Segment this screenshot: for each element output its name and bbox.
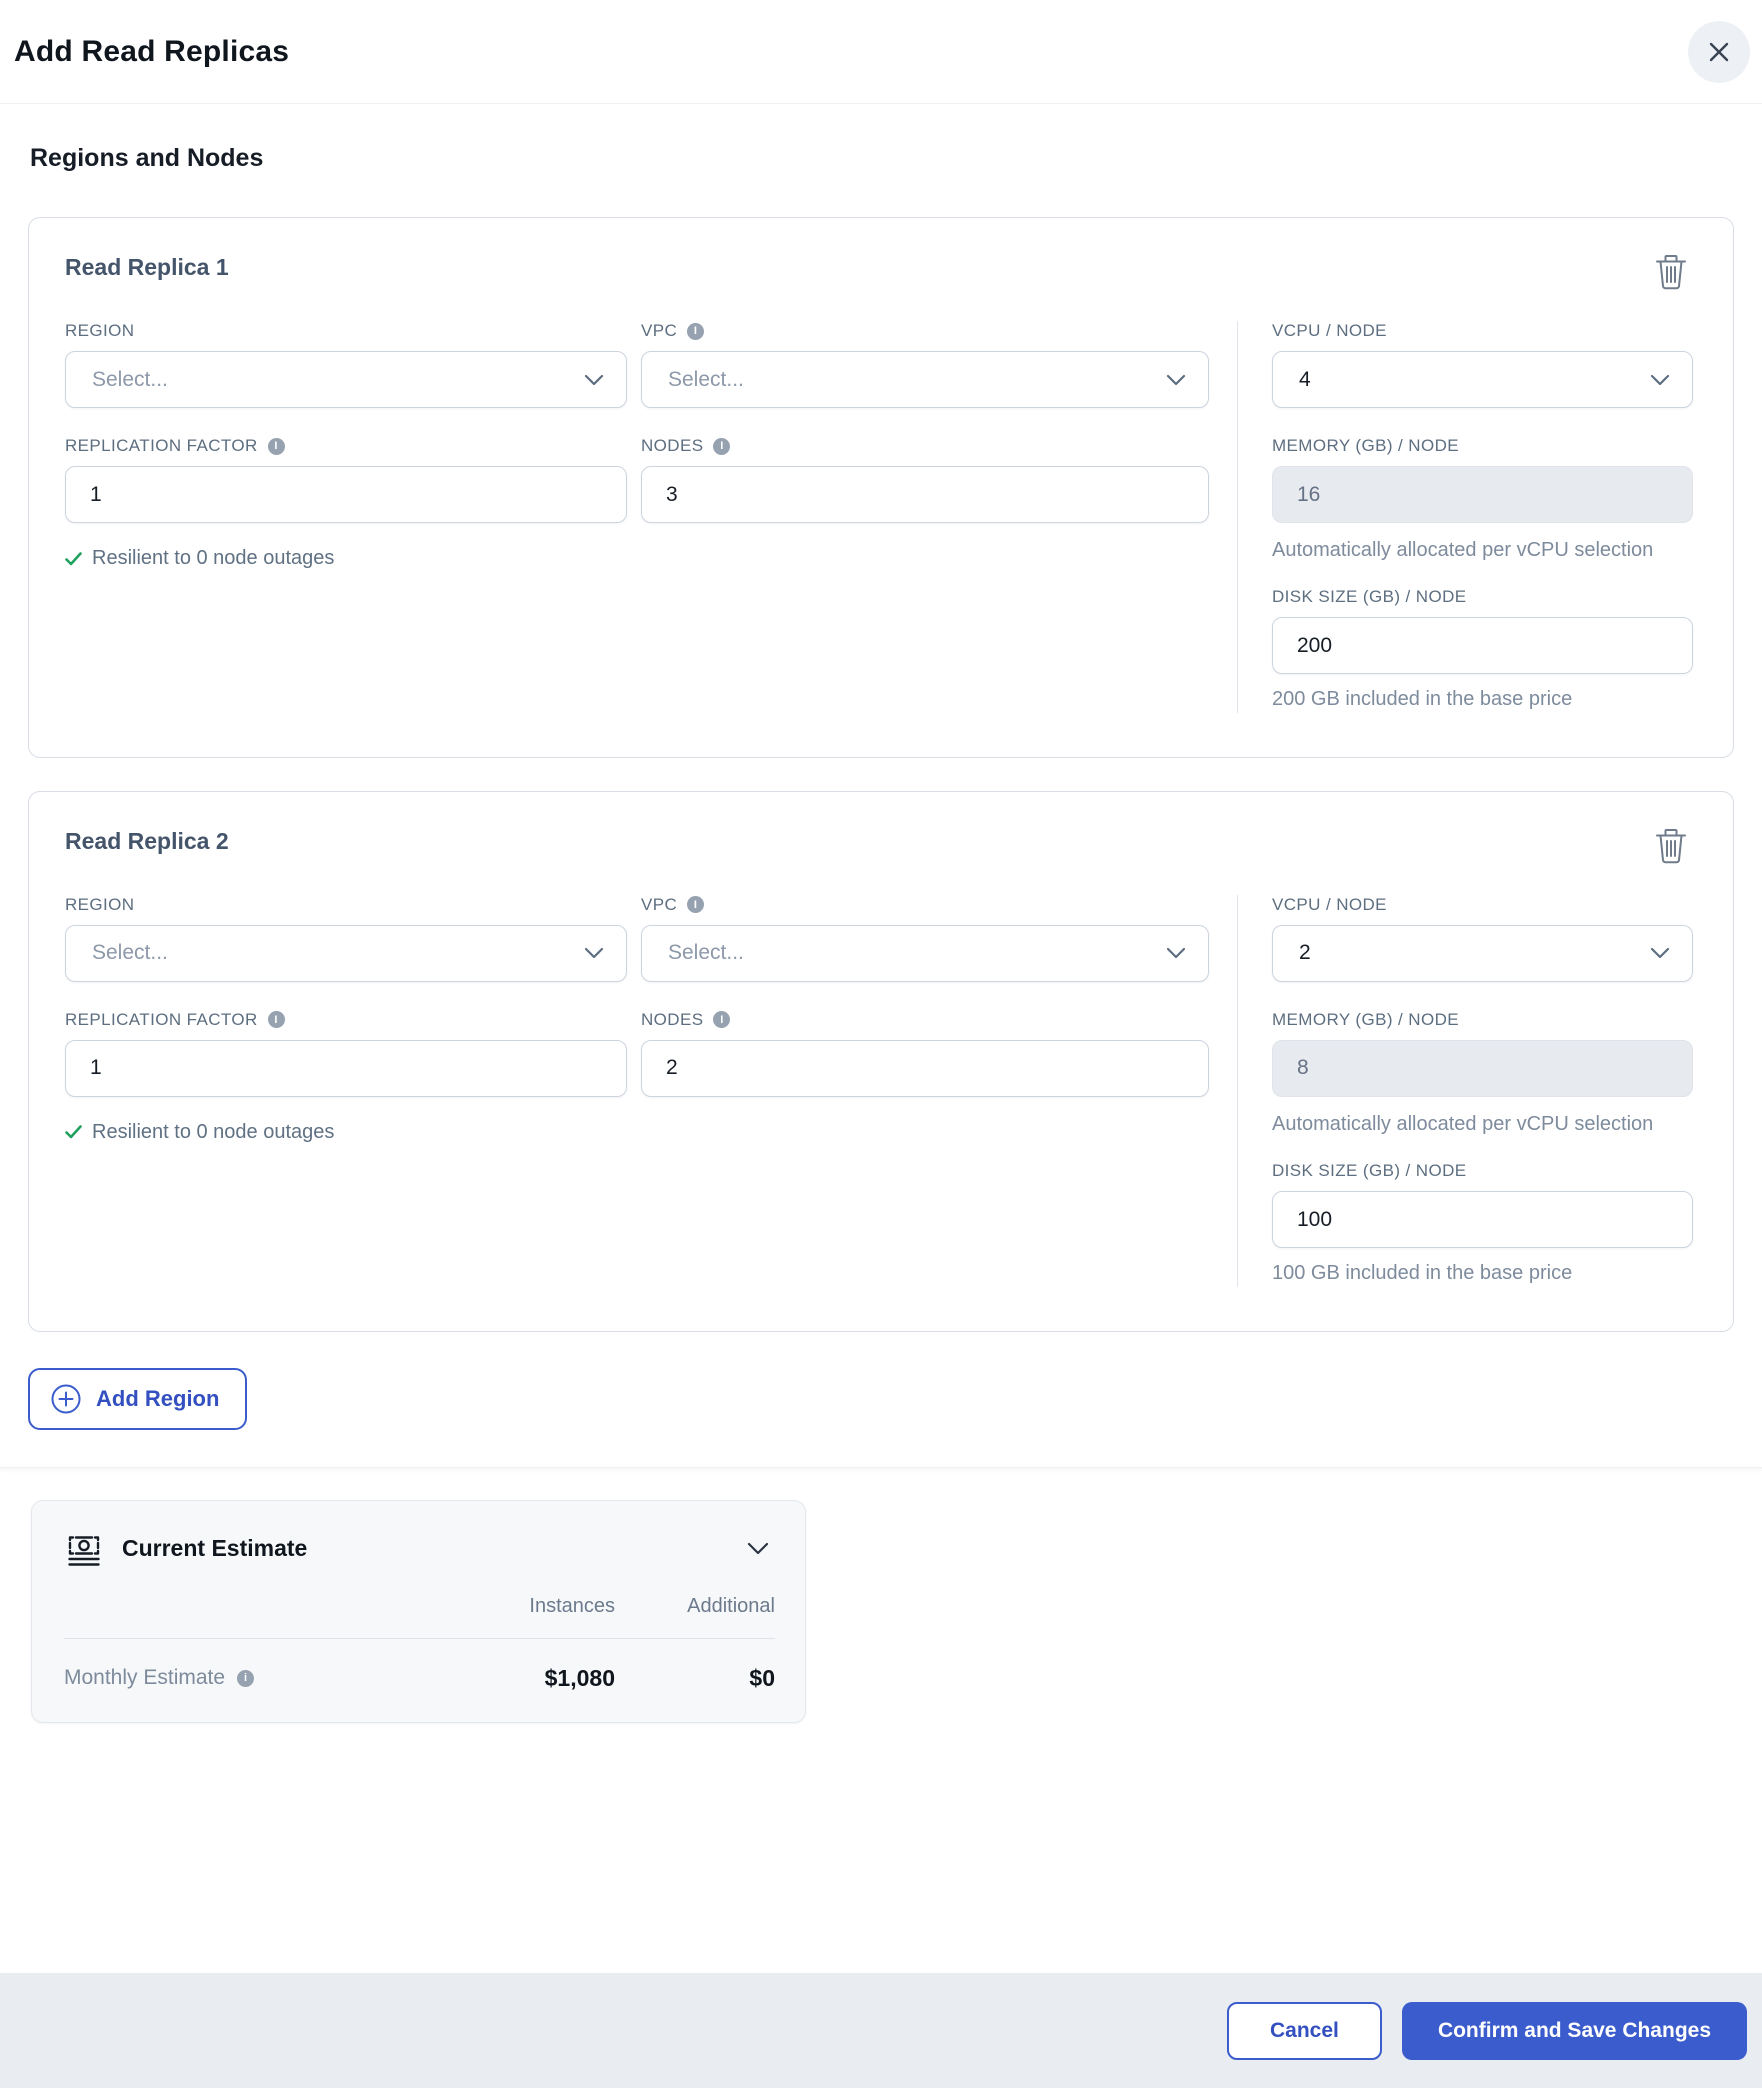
info-icon[interactable]: I <box>687 896 704 913</box>
memory-label: MEMORY (GB) / NODE <box>1272 1009 1459 1029</box>
memory-label: MEMORY (GB) / NODE <box>1272 436 1459 455</box>
replica-title: Read Replica 1 <box>65 254 229 280</box>
disk-size-input[interactable] <box>1272 617 1693 674</box>
chevron-down-icon <box>1650 947 1670 959</box>
nodes-label: NODES I <box>641 1010 1209 1030</box>
vcpu-label: VCPU / NODE <box>1272 321 1387 340</box>
nodes-label: NODES I <box>641 436 1209 456</box>
vcpu-select[interactable] <box>1272 351 1693 408</box>
section-divider <box>0 1467 1762 1469</box>
info-icon[interactable]: I <box>268 438 285 455</box>
chevron-down-icon <box>1166 374 1186 386</box>
current-estimate-panel <box>31 1500 806 1723</box>
nodes-input[interactable] <box>641 1040 1209 1097</box>
replication-factor-label: REPLICATION FACTOR I <box>65 436 627 456</box>
replication-factor-input[interactable] <box>65 466 627 523</box>
vpc-label: VPC I <box>641 895 1209 915</box>
page-title: Add Read Replicas <box>14 34 290 68</box>
vpc-select-value: Select... <box>668 367 744 391</box>
vcpu-select-value: 4 <box>1299 367 1311 391</box>
region-select-value: Select... <box>92 941 168 965</box>
chevron-down-icon <box>747 1542 769 1555</box>
monthly-estimate-label: Monthly Estimate i <box>64 1666 445 1690</box>
close-button[interactable] <box>1688 21 1750 83</box>
memory-input <box>1272 466 1693 523</box>
replica-card-2 <box>28 791 1734 1332</box>
vpc-label: VPC I <box>641 321 1209 341</box>
monthly-estimate-row <box>64 1665 775 1692</box>
info-icon[interactable]: i <box>237 1670 254 1687</box>
vpc-select[interactable] <box>641 925 1209 982</box>
info-icon[interactable]: I <box>687 323 704 340</box>
trash-icon <box>1651 252 1691 294</box>
memory-help-text: Automatically allocated per vCPU selection <box>1272 539 1654 561</box>
banknote-icon <box>64 1529 104 1569</box>
check-icon <box>65 552 82 566</box>
trash-icon <box>1651 826 1691 868</box>
info-icon[interactable]: I <box>268 1011 285 1028</box>
cancel-button[interactable]: Cancel <box>1227 2002 1382 2060</box>
estimate-column-headers <box>64 1595 775 1618</box>
instances-column-header: Instances <box>529 1594 615 1617</box>
estimate-divider <box>64 1638 775 1639</box>
delete-replica-button[interactable] <box>1647 248 1695 298</box>
modal-header <box>0 0 1762 104</box>
modal-content <box>0 104 1762 1973</box>
info-icon[interactable]: I <box>713 1011 730 1028</box>
add-region-button[interactable]: Add Region <box>28 1368 247 1430</box>
delete-replica-button[interactable] <box>1647 822 1695 872</box>
plus-circle-icon <box>50 1383 82 1415</box>
replication-factor-input[interactable] <box>65 1040 627 1097</box>
modal-footer <box>0 1973 1762 2088</box>
nodes-input[interactable] <box>641 466 1209 523</box>
region-select[interactable] <box>65 351 627 408</box>
check-icon <box>65 1125 82 1139</box>
confirm-save-button[interactable]: Confirm and Save Changes <box>1402 2002 1747 2060</box>
vpc-select[interactable] <box>641 351 1209 408</box>
monthly-estimate-instances-value: $1,080 <box>544 1664 615 1691</box>
vcpu-select-value: 2 <box>1299 941 1311 965</box>
memory-help-text: Automatically allocated per vCPU selection <box>1272 1112 1654 1135</box>
disk-size-label: DISK SIZE (GB) / NODE <box>1272 1161 1467 1181</box>
info-icon[interactable]: I <box>713 438 730 455</box>
disk-size-input[interactable] <box>1272 1191 1693 1248</box>
memory-input <box>1272 1040 1693 1097</box>
replica-card-1 <box>28 217 1734 758</box>
region-select-value: Select... <box>92 367 168 391</box>
vpc-select-value: Select... <box>668 941 744 965</box>
disk-size-label: DISK SIZE (GB) / NODE <box>1272 587 1467 607</box>
vcpu-label: VCPU / NODE <box>1272 894 1387 914</box>
region-select[interactable] <box>65 925 627 982</box>
chevron-down-icon <box>584 947 604 959</box>
vcpu-select[interactable] <box>1272 925 1693 982</box>
additional-column-header: Additional <box>687 1594 775 1617</box>
close-icon <box>1707 40 1731 64</box>
chevron-down-icon <box>1166 947 1186 959</box>
disk-help-text: 100 GB included in the base price <box>1272 1262 1573 1285</box>
estimate-title: Current Estimate <box>122 1535 308 1562</box>
chevron-down-icon <box>584 374 604 386</box>
resilience-note: Resilient to 0 node outages <box>65 1121 627 1144</box>
region-label: REGION <box>65 894 135 914</box>
region-label: REGION <box>65 321 135 340</box>
disk-help-text: 200 GB included in the base price <box>1272 688 1573 711</box>
monthly-estimate-additional-value: $0 <box>749 1664 775 1691</box>
chevron-down-icon <box>1650 374 1670 386</box>
replica-title: Read Replica 2 <box>65 827 229 854</box>
section-heading: Regions and Nodes <box>30 144 264 172</box>
resilience-note: Resilient to 0 node outages <box>65 547 627 570</box>
collapse-estimate-button[interactable] <box>741 1536 775 1561</box>
replication-factor-label: REPLICATION FACTOR I <box>65 1010 627 1030</box>
